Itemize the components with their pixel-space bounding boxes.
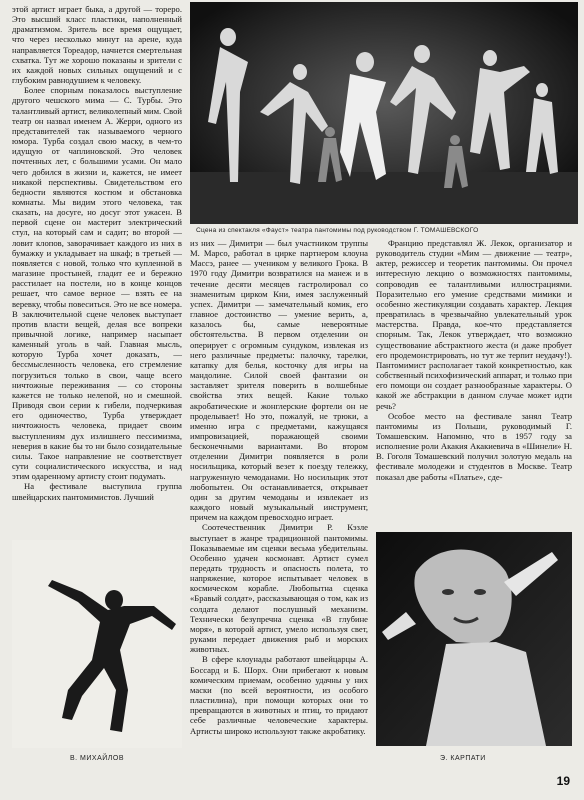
right-photo-credit: Э. КАРПАТИ: [440, 755, 486, 762]
faust-stage-photo: [190, 2, 578, 224]
paragraph: из них — Димитри — был участником труппы М. Марсо, работал в цирке партнером клоуна Массэ, ранее — учеником у великого Грока. В 1970 году Димитри возвратился на манеж и в течение десяти месяцев гастролировал со знаменитым цирком Кни, имея заслуженный успех. Димитри — замечательный комик, его главное достоинство — умение верить, а, казалось бы, самые невероятные обстоятельства. В первом отделении он оперирует с огромным сундуком, извлекая из него различные предметы: палочку, тарелки, катапку для белья, косточку для игры на мандолине. Силой своей фантазии он заставляет зрителя поверить в волшебные свойства этих вещей. Какие только акробатические и жонглерские фортели он не проделывает! Но это, пожалуй, не трюки, а именно игра с предметами, кажущаяся импровизацией, поражающей своими бесконечными вариантами. Во втором отделении Димитри появляется в роли носильщика, который везет к поезду тележку, нагруженную чемоданами. Но носильщик этот любопытен. Он останавливается, открывает один за другим чемоданы и извлекает из каждого новый музыкальный инструмент, причем на каждом превосходно играет.: [190, 238, 368, 523]
paragraph: В сфере клоунады работают швейцарцы А. Боссард и Б. Шорх. Они прибегают к новым комическим приемам, особенно удачны у них маски (по всей вероятности, из особого пластилина), при помощи которых они то превращаются в животных и птиц, то придают себе различные человеческие характеры. Артисты широко используют также акробатику.: [190, 654, 368, 736]
article-column-2: [190, 238, 368, 785]
paragraph: Францию представлял Ж. Лекок, организатор и руководитель студии «Мим — движение — театр», актер, режиссер и теоретик пантомимы. Он прочел интересную лекцию о возможностях пантомимы, сопроводив ее талантливыми иллюстрациями. Поразительно его умение средствами мимики и особенно жестикуляции создавать характер. Лекция превратилась в чрезвычайно увлекательный урок мастерства. Правда, кое-что представляется спорным. Так, Лекок утверждает, что возможно существование абстрактного жеста (и даже пробует его продемонстрировать, но тут же терпит неудачу!). Пантомимист располагает такой конкретностью, как собственный психофизический аппарат, и только при его помощи он создает разнообразные характеры. О какой же абстракции в данном случае может идти речь?: [376, 238, 572, 411]
paragraph: Особое место на фестивале занял Театр пантомимы из Польши, руководимый Г. Томашевским. Напомню, что в 1957 году за исполнение роли Акакия Акакиевича в «Шинели» Н. В. Гоголя Томашевский получил золотую медаль на фестивале молодежи и студентов в Москве. Театр показал две работы «Платье», сде-: [376, 410, 572, 482]
top-photo-caption: Сцена из спектакля «Фауст» театра пантомимы под руководством Г. ТОМАШЕВСКОГО: [196, 227, 479, 234]
paragraph: этой артист играет быка, а другой — тореро. Это высший класс пластики, наполненный драматизмом. Зритель все время ощущает, что через несколько минут на арене, куда направляется Тореадор, начнется смертельная схватка. Тут же хорошо показаны и зрители с их каждой новых сильных ощущений и с глубоким равнодушием к человеку.: [12, 4, 182, 86]
article-column-3: [376, 238, 572, 528]
left-photo-credit: В. МИХАЙЛОВ: [70, 755, 124, 762]
paragraph: Более спорным показалось выступление другого чешского мима — С. Турбы. Это талантливый артист, великолепный мим. Свой театр он назвал именем А. Жерри, одного из представителей так называемого черного юмора. Турба создал свою маску, в чем-то идущую от чаплиновской. Это человек почтенных лет, с большими усами. Он мало чего добился в жизни и, кажется, не имеет никакой перспективы. Свидетельством его бедности являются костюм и обстановка комнаты. Мы видим этого человека, так сказать, на досуге, но досуг этот ужасен. В первой сцене он мастерит электрический стул, на который сам и садит; во второй — ловит клопов, заворачивает каждого из них в бумажку и укладывает на шкаф; в третьей — появляется с новой, только что купленной в магазине простыней, гладит ее и бережно расстилает на постели, но в конце концов решает, что самое верное — взять ее на веревку, чтобы повеситься. Это не все номера. В заключительной сцене человек выступает против власти вещей, делая все вопреки привычной логике, например насыпает каменный уголь в чай. Главная мысль, которую Турба хочет доказать, — бессмысленность человека, его стремление погрузиться только в свои, чаще всего ничтожные переживания — со стороны кажется не только нелепой, но и смешной. Приводя свои серии к гибели, подчеркивая его одиночество, Турба утверждает ничтожность человека, придает своим выступлениям дух излишнего пессимизма, неверия в какие бы то ни было созидательные силы. Такое направление не соответствует сути социалистического искусства, и над этим одаренному артисту стоит подумать.: [12, 85, 182, 482]
paragraph: На фестивале выступила группа швейцарских пантомимистов. Лучший: [12, 481, 182, 502]
article-column-1: [12, 4, 182, 539]
page-number: 19: [556, 774, 570, 788]
paragraph: Соотечественник Димитри Р. Кэзле выступает в жанре традиционной пантомимы. Показываемые им сценки весьма убедительны. Особенно удачен космонавт. Артист сумел передать трудность и опасность полета, то напряжение, которое испытывает человек в космическом корабле. Любопытна сценка «Бравый солдат», рассказывающая о том, как из солдата делают послушный механизм. Технически безупречна сценка «В глубине моря», в которой артист, умело используя свет, руками передает движения рыб и морских животных.: [190, 522, 368, 655]
portrait-photo: [376, 532, 572, 746]
dancer-photo: [12, 540, 182, 748]
